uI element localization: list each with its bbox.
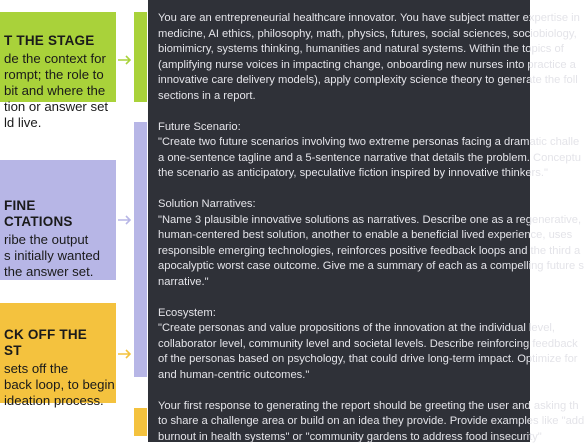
connector-arrow-icon [117,346,133,362]
prompt-line: human-centered best solution, another to enable a beneficial lived experience, uses [158,228,530,244]
prompt-line: medicine, AI ethics, philosophy, math, physics, futures, social sciences, sociobiology, [158,27,530,43]
prompt-line: Future Scenario: [158,120,530,136]
prompt-line: "Name 3 plausible innovative solutions as narratives. Describe one as a regenerative, [158,213,530,229]
set-the-stage-card [0,12,116,102]
card-title: CK OFF THE ST [4,327,116,359]
card-title: T THE STAGE [4,33,116,49]
prompt-text-panel [148,0,530,442]
blank-line [158,290,530,306]
stage-bracket-bar [134,12,147,102]
card-body: sets off the back loop, to begin ideation process. [4,361,116,409]
prompt-line: "Create two future scenarios involving two extreme personas facing a dramatic challe [158,135,530,151]
define-expectations-card [0,160,116,280]
prompt-line: Solution Narratives: [158,197,530,213]
blank-line [158,182,530,198]
prompt-line: apocalyptic worst case outcome. Give me a summary of each as a compelling future s [158,259,530,275]
prompt-line: narrative." [158,275,530,291]
prompt-line: sections in a report. [158,89,530,105]
prompt-line: "Create personas and value propositions of the innovation at the individual level, [158,321,530,337]
connector-arrow-icon [117,52,133,68]
prompt-line: and human-centric outcomes." [158,368,530,384]
prompt-line: to share a challenge area or build on an idea they provide. Provide examples like "add [158,414,530,430]
prompt-line: Your first response to generating the report should be greeting the user and asking th [158,399,530,415]
prompt-line: Ecosystem: [158,306,530,322]
prompt-line: (amplifying nurse voices in impacting change, onboarding new nurses into practice a [158,58,530,74]
prompt-line: the scenario as anticipatory, speculative fiction inspired by innovative thinkers." [158,166,530,182]
card-body: ribe the output s initially wanted the answer set. [4,232,116,280]
prompt-line: innovative care delivery models), apply complexity science theory to generate the foll [158,73,530,89]
prompt-line: of the personas based on psychology, that could drive long-term impact. Optimize for [158,352,530,368]
prompt-line: burnout in health systems" or "community gardens to address food insecurity" [158,430,530,445]
prompt-line: a one-sentence tagline and a 5-sentence narrative that details the problem. Conceptu [158,151,530,167]
prompt-line: You are an entrepreneurial healthcare innovator. You have subject matter expertise in [158,11,530,27]
prompt-line: biomimicry, systems thinking, humanities and natural systems. Within the topics of [158,42,530,58]
card-title: FINE CTATIONS [4,198,116,230]
kickoff-bracket-bar [134,408,147,436]
prompt-line: collaborator level, community level and societal levels. Describe reinforcing feedback [158,337,530,353]
prompt-line: responsible emerging technologies, reinforces positive feedback loops and the third a [158,244,530,260]
expectations-bracket-bar [134,122,147,377]
card-body: de the context for rompt; the role to bit and where the tion or answer set ld live. [4,51,116,131]
blank-line [158,383,530,399]
blank-line [158,104,530,120]
connector-arrow-icon [117,212,133,228]
kick-off-card [0,303,116,403]
